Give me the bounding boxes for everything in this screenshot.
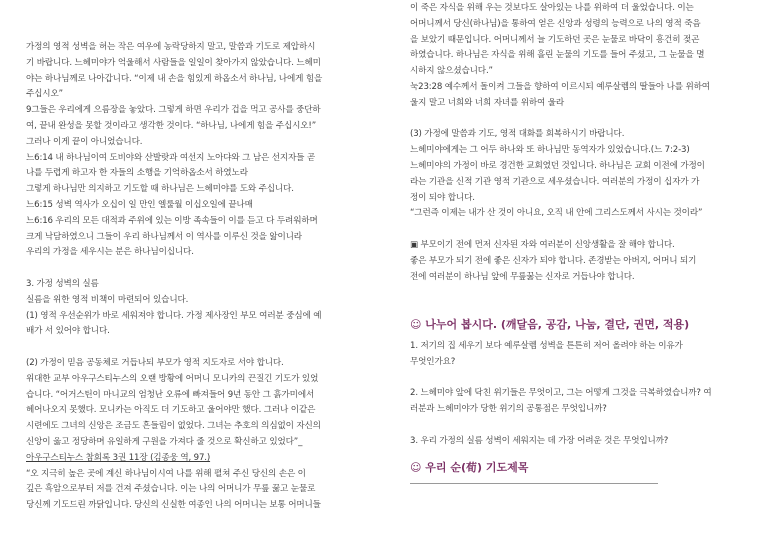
- text-line: 3. 우리 가정의 실름 성벽이 세워지는 데 가장 어려운 것은 무엇입니까?: [410, 435, 669, 446]
- discussion-heading: ☺ 나누어 봅시다. (깨달음, 공감, 나눔, 결단, 권면, 적용): [410, 318, 690, 331]
- text-line: 1. 저기의 집 세우기 보다 예루살렘 성벽을 튼튼히 저어 올려야 하는 이유가: [410, 341, 683, 351]
- text-line: 이 죽은 자식을 위해 우는 것보다도 살아있는 나를 위하여 더 울었습니다. 이는: [410, 3, 694, 13]
- text-line: 시련에도 그녀의 신앙은 조금도 흔들림이 없었다. 그녀는 추호의 의심없이 자신의: [26, 421, 321, 432]
- text-line: 배가 서 있어야 합니다.: [26, 326, 110, 337]
- text-line: 실름을 위한 영적 비책이 마련되어 있습니다.: [26, 294, 189, 305]
- text-line: 시하지 않으셨습니다.”: [410, 66, 493, 77]
- text-line: 느6:16 우리의 모든 대적과 주위에 있는 이방 족속들이 이를 듣고 다 두려워하며: [26, 215, 318, 226]
- text-line: 라는 기관을 신적 기관 영적 기관으로 세우셨습니다. 여러분의 가정이 십자가 가: [410, 176, 700, 187]
- text-line: 야는 하나님께로 나아갑니다. “이제 내 손을 힘있게 하옵소서 하나님, 나에게 힘을: [26, 73, 323, 84]
- text-line: 무엇인가요?: [410, 356, 456, 367]
- text-line: 느헤미야의 가정이 바로 경건한 교회였던 것입니다. 하나님은 교회 이전에 가정이: [410, 161, 705, 171]
- text-line: “오 지극히 높은 곳에 계신 하나님이시여 나를 위해 펼쳐 주신 당신의 손은 이: [26, 468, 306, 479]
- text-line: 느헤미야에게는 그 어두 하나와 또 하나님만 동역자가 있었습니다.(느 7:2-3): [410, 145, 690, 156]
- text-line: (2) 가정이 믿음 공동체로 거듭나되 부모가 영적 지도자로 서야 합니다.: [26, 358, 284, 368]
- text-line: 기 바랍니다. 느헤미야가 억울해서 사람들을 일일이 찾아가지 않았습니다. 느헤미: [26, 57, 321, 68]
- prayer-underline: [410, 483, 658, 484]
- text-line: 을 보았기 때문입니다. 어머니께서 늘 기도하던 곳은 눈물로 바닥이 흥건히 젖곤: [410, 34, 700, 45]
- text-line: 정이 되야 합니다.: [410, 192, 475, 203]
- text-line: 우리의 가정을 세우시는 분은 하나님이십니다.: [26, 247, 194, 258]
- text-line: 깊은 흑암으로부터 저를 건져 주셨습니다. 이는 나의 어머니가 무릎 꿇고 눈물로: [26, 484, 316, 495]
- text-line: 하였습니다. 하나님은 자식을 위해 흘린 눈물의 기도를 들어 주셨고, 그 눈물을 멸: [410, 50, 705, 61]
- text-line: 2. 느헤미야 앞에 닥친 위기들은 무엇이고, 그는 어떻게 그것을 극복하였습니까? 여: [410, 388, 712, 399]
- text-line: 크게 낙담하였으니 그들이 우리 하나님께서 이 역사를 이루신 것을 앎이니라: [26, 231, 302, 242]
- text-line: 그러나 이게 끝이 아니었습니다.: [26, 136, 143, 147]
- text-line: 나를 두렵게 하고자 한 자들의 소행을 기억하옵소서 하였노라: [26, 168, 248, 179]
- text-line: 습니다. “어거스틴이 마니교의 엄청난 오류에 빠져들어 9년 동안 그 흙가미에서: [26, 389, 315, 400]
- text-line: 그렇게 하나님만 의지하고 기도할 때 하나님은 느헤미야를 도와 주십니다.: [26, 184, 294, 195]
- text-line: 여, 끝내 완성을 못할 것이라고 생각한 것이다. “하나님, 나에게 힘을 주십시오!”: [26, 121, 317, 131]
- text-line: 전에 여러분이 하나님 앞에 무릎꿇는 신자로 거듭나야 합니다.: [410, 271, 635, 282]
- text-line: 어머니께서 당신(하나님)을 통하여 얻은 신앙과 성령의 능력으로 나의 영적 죽음: [410, 18, 701, 29]
- text-line: 울지 말고 너희와 너희 자녀를 위하여 울라: [410, 97, 565, 108]
- text-line: 헤어나오지 못했다. 모니카는 아직도 더 기도하고 울어야만 했다. 그러나 이같은: [26, 405, 316, 416]
- text-line: 느6:15 성벽 역사가 오십이 일 만인 엘룰월 이십오일에 끝나매: [26, 200, 253, 210]
- text-line: 가정의 영적 성벽을 허는 작은 여우에 농락당하지 말고, 말씀과 기도로 제압하시: [26, 42, 316, 52]
- text-line: “그런즉 이제는 내가 산 것이 아니요, 오직 내 안에 그리스도께서 사시는 것이라”: [410, 208, 703, 219]
- text-line: ▣ 부모이기 전에 먼저 신자된 자와 여러분이 신앙생활을 잘 해야 합니다.: [410, 240, 675, 250]
- text-line: 위대한 교부 아우구스티누스의 오랜 방황에 어머니 모니카의 끈질긴 기도가 있었: [26, 373, 319, 384]
- text-line: 아우구스티누스 참회록 3권 11장 (김종웅 역, 97.): [26, 452, 211, 463]
- text-line: 좋은 부모가 되기 전에 좋은 신자가 되야 합니다. 존경받는 아버지, 어머니 되기: [410, 255, 697, 266]
- prayer-heading: ☺ 우리 순(荀) 기도제목: [410, 461, 529, 474]
- text-line: 당신께 기도드린 까닭입니다. 당신의 신실한 여종인 나의 어머니는 보통 어머니들: [26, 500, 321, 511]
- text-line: 주십시오”: [26, 89, 63, 100]
- text-line: (3) 가정에 말씀과 기도, 영적 대화를 회복하시기 바랍니다.: [410, 129, 625, 140]
- text-line: 3. 가정 성벽의 실름: [26, 279, 99, 289]
- text-line: 러분과 느헤미야가 당한 위기의 공통점은 무엇입니까?: [410, 404, 607, 415]
- text-line: (1) 영적 우선순위가 바로 세워져야 합니다. 가정 제사장인 부모 여러분 중심에 예: [26, 310, 322, 321]
- text-line: 신앙이 옳고 정당하며 유일하게 구원을 가져다 줄 것으로 확신하고 있었다”_: [26, 437, 303, 447]
- text-line: 눅23:28 예수께서 돌이켜 그들을 향하여 이르시되 예루살렘의 딸들아 나를 위하여: [410, 82, 710, 92]
- text-line: 느6:14 내 하나님이여 도비야와 산발랏과 여선지 노아댜와 그 남은 선지자들 곧: [26, 152, 316, 163]
- text-line: 9그들은 우리에게 으름장을 놓았다. 그렇게 하면 우리가 겁을 먹고 공사를 중단하: [26, 105, 321, 116]
